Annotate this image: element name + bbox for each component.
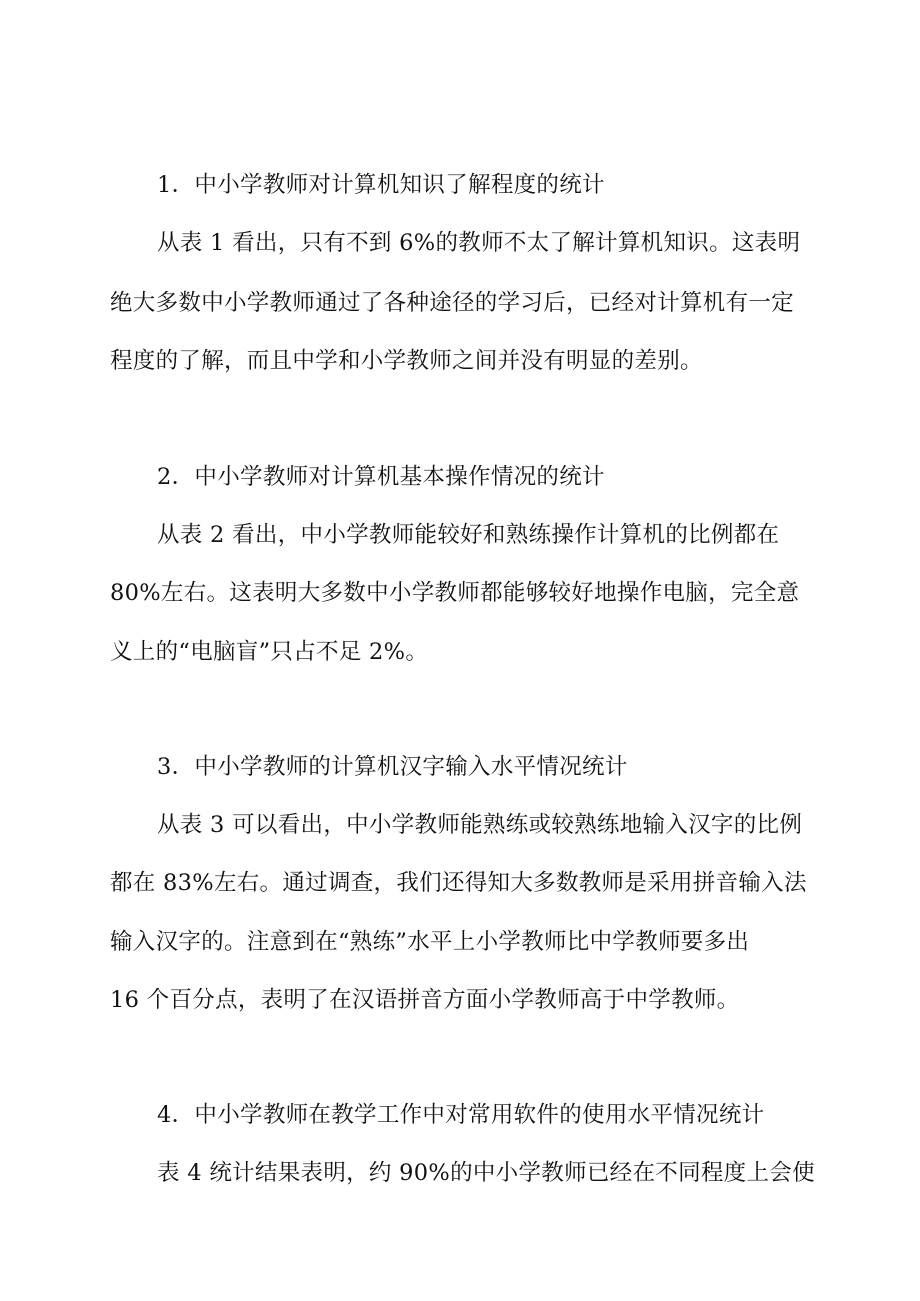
section-1-heading: 1．中小学教师对计算机知识了解程度的统计 bbox=[157, 172, 605, 198]
section-2-paragraph-line-3: 义上的“电脑盲”只占不足 2%。 bbox=[110, 639, 429, 665]
section-2-paragraph-line-2: 80%左右。这表明大多数中小学教师都能够较好地操作电脑，完全意 bbox=[110, 580, 800, 606]
section-3-paragraph-line-3: 输入汉字的。注意到在“熟练”水平上小学教师比中学教师要多出 bbox=[110, 929, 750, 955]
section-2-heading: 2．中小学教师对计算机基本操作情况的统计 bbox=[157, 464, 605, 490]
section-3-paragraph-line-1: 从表 3 可以看出，中小学教师能熟练或较熟练地输入汉字的比例 bbox=[157, 812, 803, 838]
section-4-paragraph-line-1: 表 4 统计结果表明，约 90%的中小学教师已经在不同程度上会使 bbox=[157, 1160, 815, 1186]
section-3-paragraph-line-4: 16 个百分点，表明了在汉语拼音方面小学教师高于中学教师。 bbox=[110, 987, 740, 1013]
section-1-paragraph-line-2: 绝大多数中小学教师通过了各种途径的学习后，已经对计算机有一定 bbox=[110, 290, 795, 316]
section-1-paragraph-line-1: 从表 1 看出，只有不到 6%的教师不太了解计算机知识。这表明 bbox=[157, 230, 801, 256]
section-2-paragraph-line-1: 从表 2 看出，中小学教师能较好和熟练操作计算机的比例都在 bbox=[157, 522, 780, 548]
section-4-heading: 4．中小学教师在教学工作中对常用软件的使用水平情况统计 bbox=[157, 1102, 765, 1128]
section-1-paragraph-line-3: 程度的了解，而且中学和小学教师之间并没有明显的差别。 bbox=[110, 348, 703, 374]
section-3-paragraph-line-2: 都在 83%左右。通过调查，我们还得知大多数教师是采用拼音输入法 bbox=[110, 870, 807, 896]
section-3-heading: 3．中小学教师的计算机汉字输入水平情况统计 bbox=[157, 754, 628, 780]
